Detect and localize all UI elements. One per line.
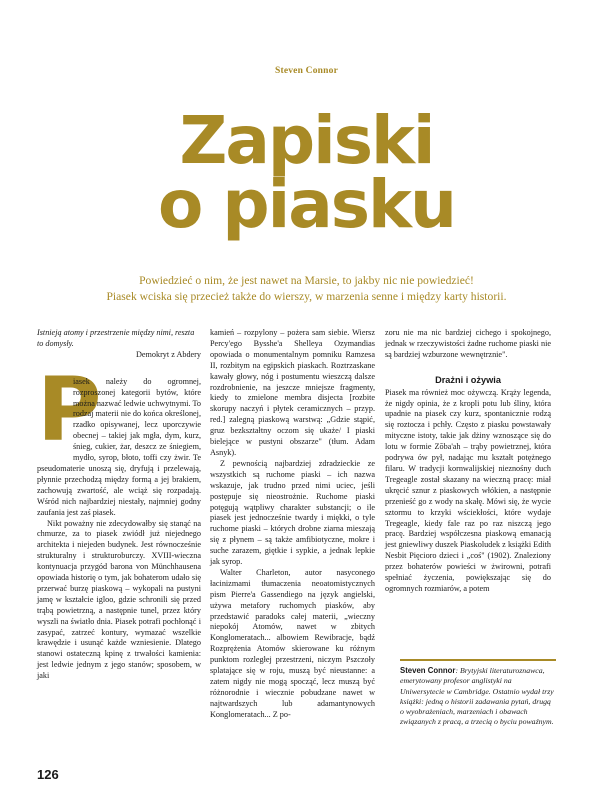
body-paragraph: kamień – rozpylony – pożera sam siebie. Wiersz Percy'ego Bysshe'a Shelleya Ozymandias opowiada o monumentalnym pomniku Ramzesa II, rozbitym na egipskich piaskach. Roztrzaskane kawały głowy, nóg i postumentu wieszczą dalsze rozdrobnienie, na jeszcze mniejsze fragmenty, kiedy to zmielone membra disjecta [rozbite skorupy naczyń i płytek ceramicznych – przyp. red.] zalegną piaskową warstwą: „Gdzie stąpić, gruz bezkształtny oczom się ukaże/ I piaski bielejące w pustyni obszarze" (tłum. Adam Asnyk). bbox=[210, 328, 375, 457]
section-heading: Drażni i ożywia bbox=[435, 374, 501, 385]
body-paragraph: Nikt poważny nie zdecydowałby się stanąć na chmurze, za to piasek zwiódł już niejednego architekta i niejeden budynek. Jest równocześnie strukturalny i strukturoburczy. XVIII-wieczna kontynuacja przygód barona von Münchhausena opowiada historię o tym, jak bohaterom udało się przerwać burzę piaskową – wykopali na pustyni jamę w kształcie igloo, gdzie schronili się przed trąbą powietrzną, a następnie tunel, przez który wyszli na światło dnia. Piasek potrafi pochłonąć i zasypać, zatrzeć kontury, wymazać wszelkie krawędzie i usunąć każde wzniesienie. Dlatego stanowi ostateczną kpinę z trwałości kamienia: jest ledwie jednym z jego stanów; sposobem, w jaki bbox=[37, 518, 201, 681]
title-line-1: Zapiski bbox=[179, 102, 434, 179]
epigraph-quote: Istnieją atomy i przestrzenie między nimi, reszta to domysły. bbox=[37, 328, 195, 348]
page-number: 126 bbox=[37, 767, 59, 782]
lead-line-1: Powiedzieć o nim, że jest nawet na Marsie, to jakby nic nie powiedzieć! bbox=[139, 274, 474, 287]
body-paragraph: Walter Charleton, autor nasyconego łacinizmami tłumaczenia neoatomistycznych pism Pierre'a Gassendiego na język angielski, używa metafory ruchomych piasków, aby przedstawić paradoks całej materii, „wieczny niepokój Atomów, nawet w zbitych Konglomeratach... albowiem Rewibracje, bądź Rozprężenia Atomów skierowane ku różnym punktom rozległej przestrzeni, niczym Pszczoły splatające się w roju, muszą być nieustanne: a zatem nigdy nie mogą spocząć, lecz muszą być różnorodnie i wiecznie pobudzane nawet w najtwardszych lub adamantynowych Konglomeratach... Z po- bbox=[210, 567, 375, 719]
body-paragraph: P iasek należy do ogromnej, rozproszonej kategorii bytów, które można nazwać ledwie uchwytnymi. To rodzaj materii nie do końca określonej, rzadko opisywanej, lecz uporczywie obecnej – takiej jak mgła, dym, kurz, śnieg, cukier, żar, deszcz ze śniegiem, mydło, syrop, błoto, toffi czy żwir. Te pseudomaterie unoszą się, dryfują i przelewają, płynnie przechodzą między formą a jej brakiem, zachowują zwartość, ale wciąż się rozpadają. Wśród nich najbardziej niestały, najmniej godny zaufania jest zaś piasek. bbox=[37, 357, 201, 517]
author-line: Steven Connor bbox=[274, 66, 339, 76]
column-1 bbox=[37, 328, 201, 682]
drop-cap: P bbox=[37, 357, 102, 461]
lead-line-2: Piasek wciska się przecież także do wierszy, w marzenia senne i między karty historii. bbox=[106, 290, 507, 303]
body-paragraph: zoru nie ma nic bardziej cichego i spokojnego, jednak w rzeczywistości żadne ruchome piaski nie są bardziej wzburzone wewnętrznie". bbox=[385, 328, 551, 359]
column-3 bbox=[385, 328, 551, 595]
body-paragraph: Piasek ma również moc ożywczą. Krąży legenda, że nigdy opinia, że z kropli potu lub śliny, która upadnie na piasek czy kurz, spontanicznie rodzą się roztocza i pchły. Często z piasku powstawały mityczne istoty, takie jak dżiny wznoszące się do lotu w formie Zōba'ah – trąby powietrznej, która podrywa ów pył, nadając mu kształt potężnego filaru. W tradycji kornwalijskiej nieznośny duch Tregeagle został skazany na wieczną pracę: miał ukręcić sznur z piaskowych włókien, a następnie przenieść go z wody na skałę. Mówi się, że wycie sztormu to krzyki wściekłości, które wydaje Tregeagle, kiedy fale raz po raz niszczą jego pracę. Bardziej współczesna piaskową emanacją jest gniewliwy duszek Piaskoludek z książki Edith Nesbit Pięcioro dzieci i „coś" (1902). Znaleziony przez bohaterów powieści w żwirowni, potrafi spełniać życzenia, powiększając się do ogromnych rozmiarów, a potem bbox=[385, 387, 551, 593]
lead-paragraph bbox=[0, 273, 613, 305]
bio-text: : Brytyjski literaturoznawca, emerytowany profesor anglistyki na Uniwersytecie w Cambridge. Ostatnio wydał trzy książki: jedną o historii zadawania pytań, drugą o wyobrażeniach, marzeniach i obawach związanych z pracą, a trzecią o byciu powaźnym. bbox=[400, 666, 554, 727]
author-bio bbox=[400, 659, 556, 728]
body-paragraph: Z pewnością najbardziej zdradzieckie ze wszystkich są ruchome piaski – ich nazwa wskazuje, jak trudno przed nimi uciec, jeśli postępuje się nieostrożnie. Ruchome piaski potęgują wątpliwy charakter substancji; o ile piasek jest jednocześnie twardy i miękki, o tyle ruchome piaski – których drobne ziarna mieszają się z płynem – są także amfibiotyczne, mokre i suche zarazem, giętkie i sypkie, a jednak lepkie jak syrop. bbox=[210, 458, 375, 567]
bio-name: Steven Connor bbox=[400, 666, 456, 675]
column-2 bbox=[210, 328, 375, 721]
title-line-2: o piasku bbox=[158, 166, 455, 243]
epigraph-attribution: Demokryt z Abdery bbox=[135, 349, 201, 359]
